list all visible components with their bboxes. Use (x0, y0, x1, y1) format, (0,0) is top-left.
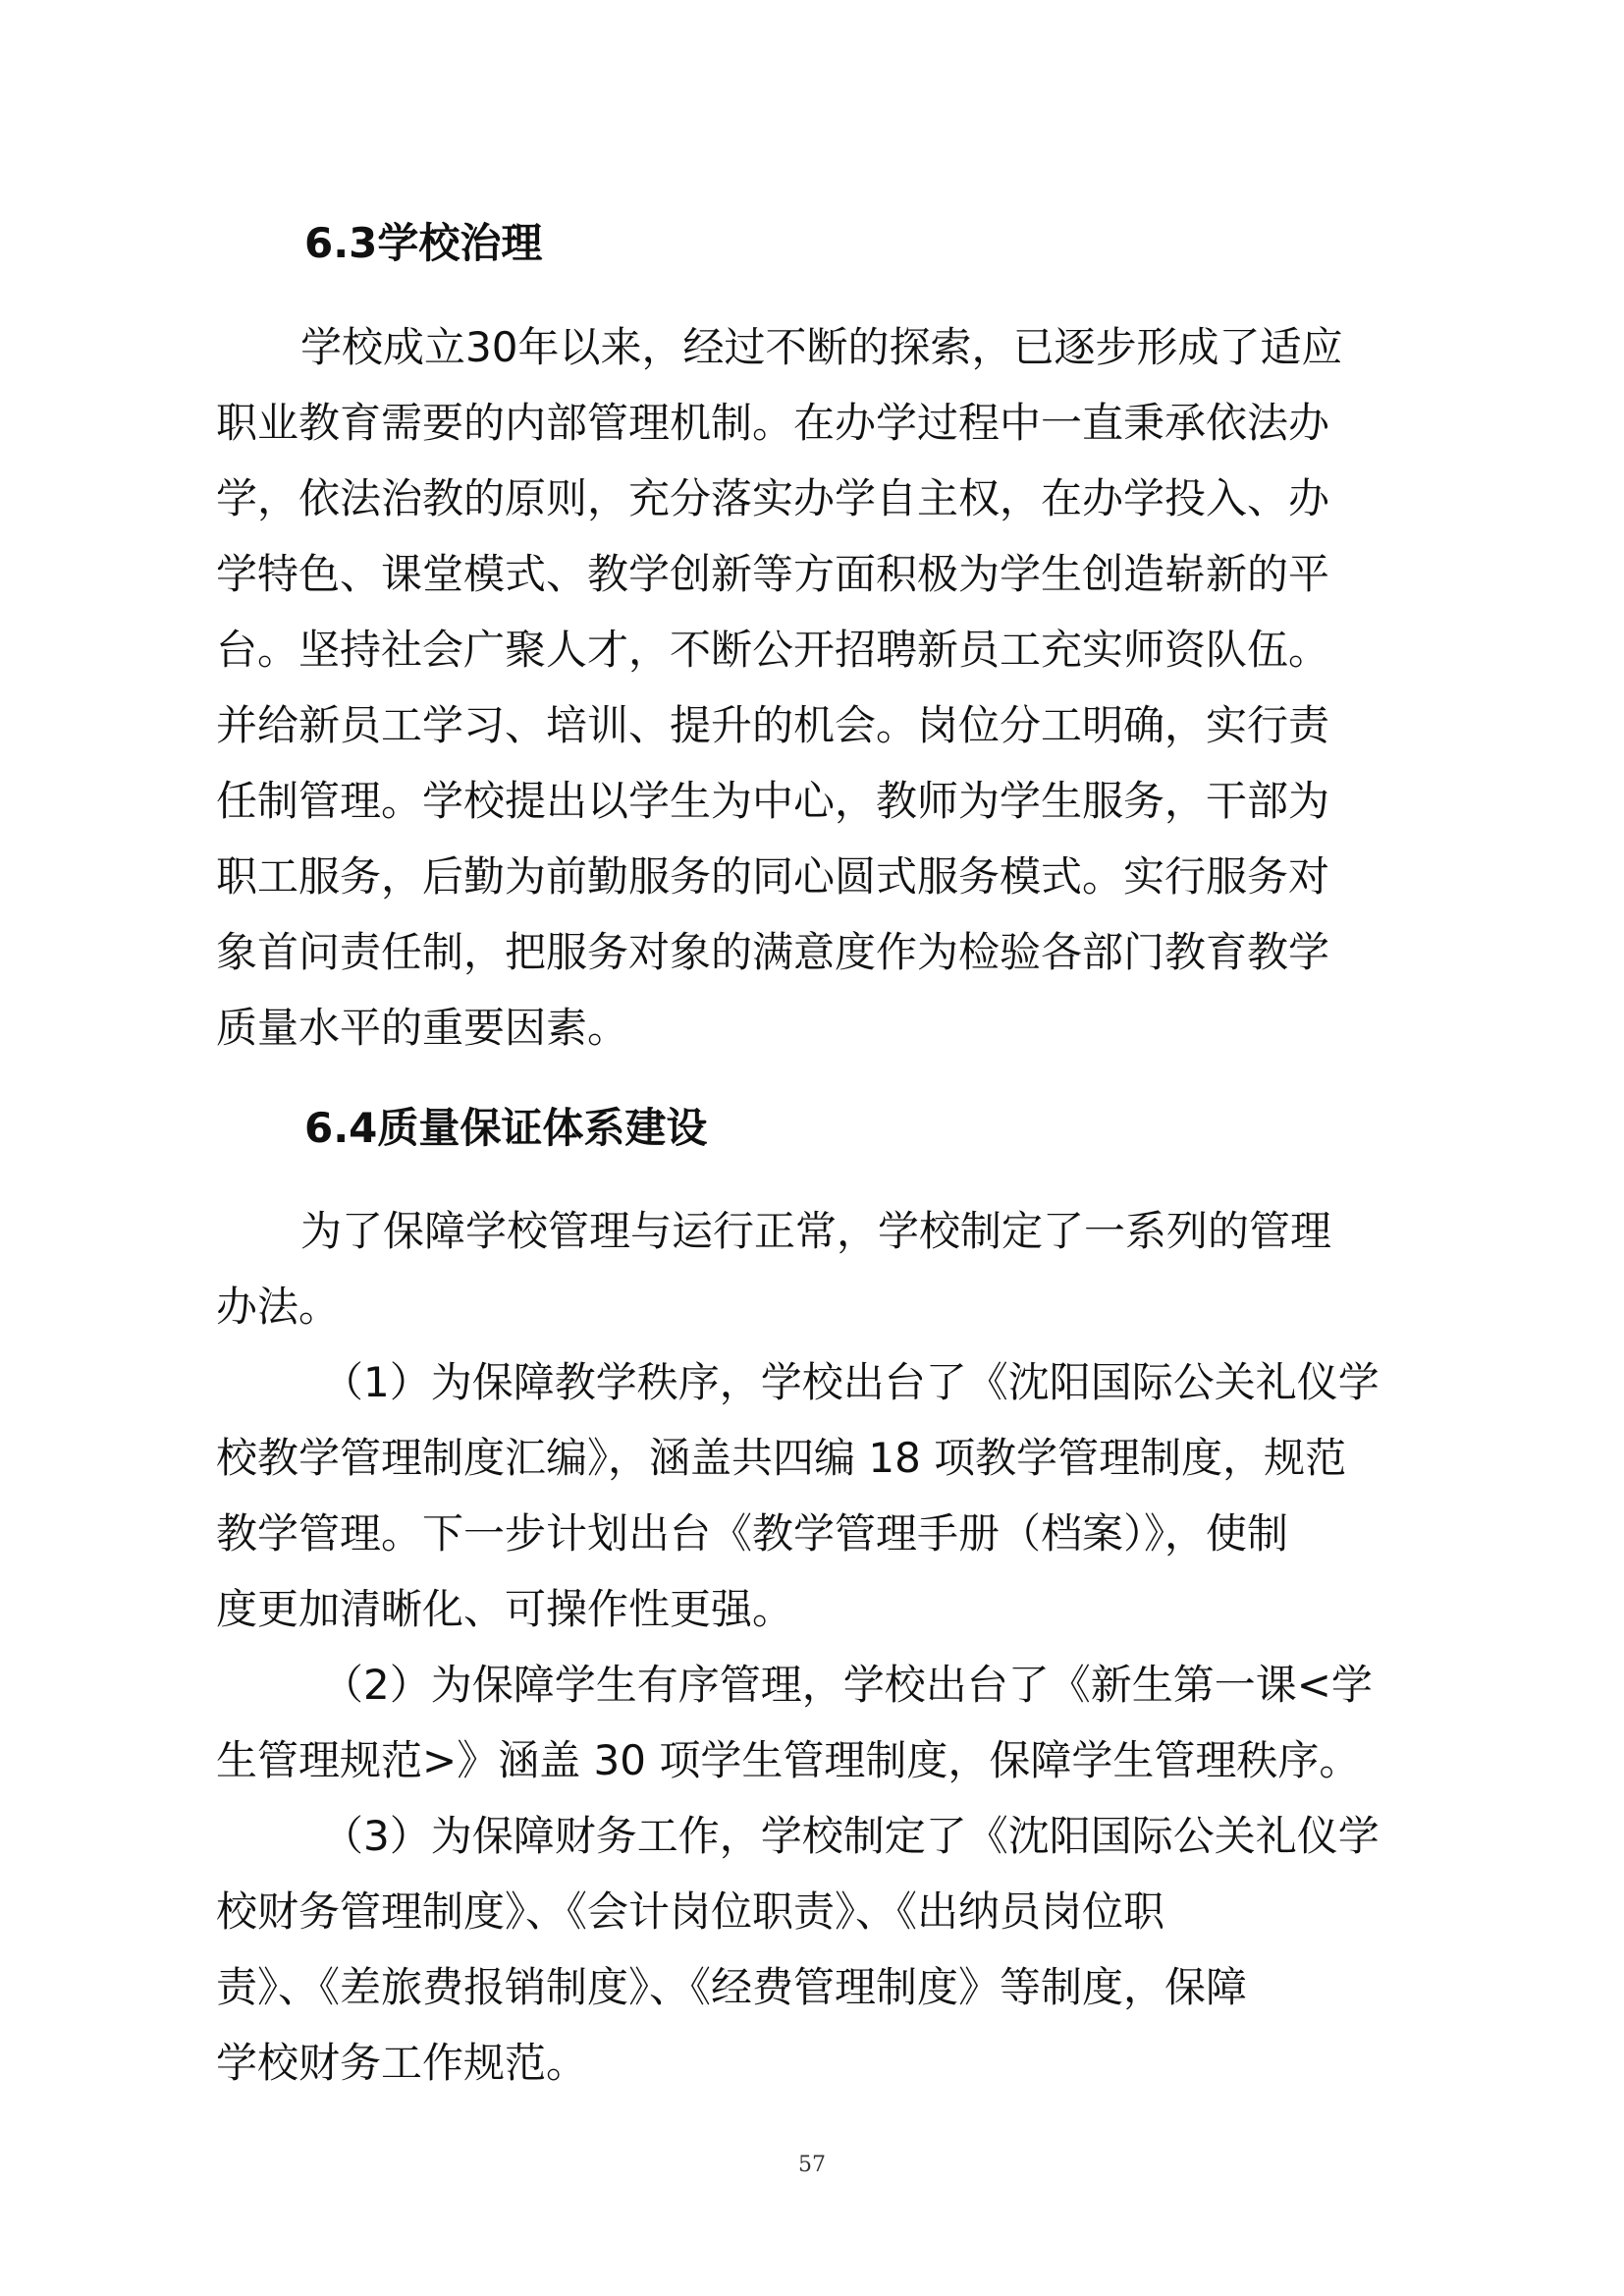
list-item-line: （3）为保障财务工作，学校制定了《沈阳国际公关礼仪学 (322, 1812, 1380, 1860)
paragraph-line: 职工服务，后勤为前勤服务的同心圆式服务模式。实行服务对 (216, 852, 1330, 901)
paragraph-line: 质量水平的重要因素。 (216, 1004, 629, 1052)
list-item-line: 教学管理。下一步计划出台《教学管理手册（档案）》，使制 (216, 1509, 1289, 1558)
list-item-line: 学校财务工作规范。 (216, 2039, 588, 2087)
list-item-line: 生管理规范>》涵盖 30 项学生管理制度，保障学生管理秩序。 (216, 1736, 1361, 1784)
page-number: 57 (798, 2153, 826, 2177)
section-heading-6-4: 6.4质量保证体系建设 (304, 1104, 708, 1152)
paragraph-line: 学校成立30年以来，经过不断的探索，已逐步形成了适应 (300, 323, 1343, 371)
list-item-line: 责》、《差旅费报销制度》、《经费管理制度》等制度，保障 (216, 1963, 1248, 2011)
list-item-line: 校财务管理制度》、《会计岗位职责》、《出纳员岗位职 (216, 1887, 1165, 1936)
paragraph-line: 办法。 (216, 1283, 341, 1331)
section-heading-6-3: 6.3学校治理 (304, 219, 543, 267)
list-item-line: （2）为保障学生有序管理，学校出台了《新生第一课<学 (322, 1661, 1373, 1709)
paragraph-line: 学，依法治教的原则，充分落实办学自主权，在办学投入、办 (216, 474, 1330, 522)
paragraph-line: 象首问责任制，把服务对象的满意度作为检验各部门教育教学 (216, 928, 1330, 976)
paragraph-line: 职业教育需要的内部管理机制。在办学过程中一直秉承依法办 (216, 399, 1330, 447)
paragraph-line: 任制管理。学校提出以学生为中心，教师为学生服务，干部为 (216, 777, 1330, 825)
paragraph-line: 台。坚持社会广聚人才，不断公开招聘新员工充实师资队伍。 (216, 626, 1330, 674)
list-item-line: （1）为保障教学秩序，学校出台了《沈阳国际公关礼仪学 (322, 1358, 1380, 1406)
paragraph-line: 为了保障学校管理与运行正常，学校制定了一系列的管理 (300, 1207, 1332, 1255)
paragraph-line: 学特色、课堂模式、教学创新等方面积极为学生创造崭新的平 (216, 550, 1330, 598)
list-item-line: 校教学管理制度汇编》，涵盖共四编 18 项教学管理制度，规范 (216, 1434, 1347, 1482)
paragraph-line: 并给新员工学习、培训、提升的机会。岗位分工明确，实行责 (216, 701, 1330, 749)
list-item-line: 度更加清晰化、可操作性更强。 (216, 1585, 794, 1633)
